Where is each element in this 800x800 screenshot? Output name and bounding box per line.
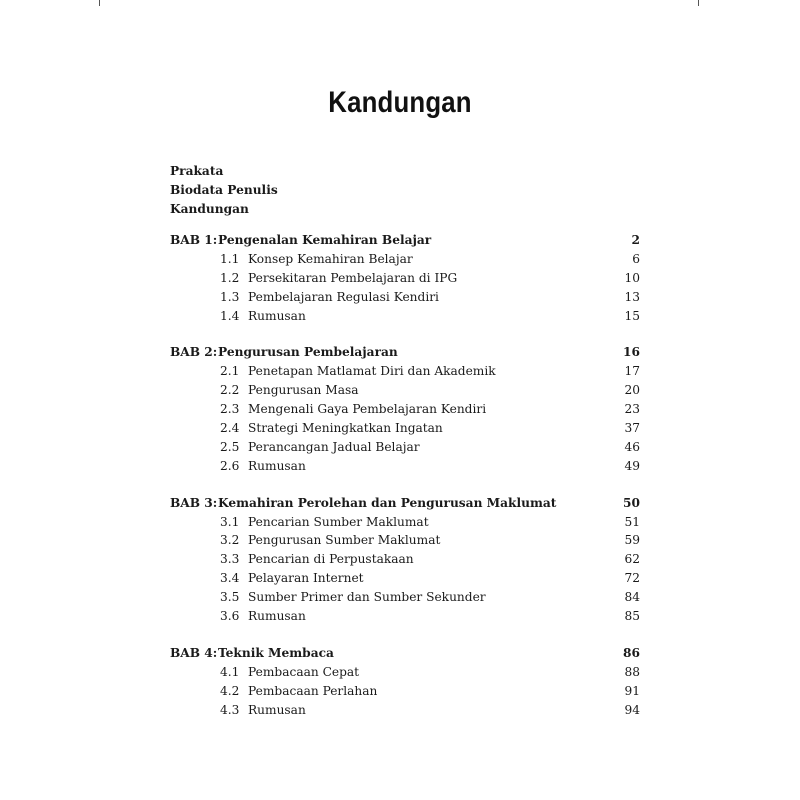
toc-section-row [170, 513, 640, 532]
section-number: 3.6 [220, 609, 240, 624]
section-number: 2.6 [220, 458, 240, 473]
section-page-number: 23 [624, 402, 640, 417]
section-title: Pembelajaran Regulasi Kendiri [248, 289, 439, 304]
section-page-number: 62 [624, 552, 640, 567]
toc-section-row [170, 569, 640, 588]
front-matter-item: Prakata [170, 164, 224, 178]
chapter-page-number: 50 [623, 495, 640, 510]
chapter-label: BAB 3: [170, 495, 218, 510]
section-page-number: 17 [624, 364, 640, 379]
section-title: Pengurusan Masa [248, 383, 359, 398]
toc-chapter [170, 231, 640, 325]
toc-section-row [170, 701, 640, 720]
page-edge-mark-right [698, 0, 699, 6]
section-title: Penetapan Matlamat Diri dan Akademik [248, 364, 496, 379]
table-of-contents [170, 231, 640, 737]
chapter-heading [170, 494, 640, 513]
toc-section-row [170, 381, 640, 400]
chapter-heading [170, 644, 640, 663]
front-matter-item: Biodata Penulis [170, 183, 278, 197]
toc-section-row [170, 588, 640, 607]
section-page-number: 6 [632, 251, 640, 266]
section-title: Rumusan [248, 609, 306, 624]
chapter-heading [170, 343, 640, 362]
section-page-number: 84 [624, 590, 640, 605]
section-page-number: 85 [624, 609, 640, 624]
chapter-heading [170, 231, 640, 250]
section-page-number: 72 [624, 571, 640, 586]
section-page-number: 59 [624, 533, 640, 548]
toc-section-row [170, 550, 640, 569]
toc-section-row [170, 288, 640, 307]
toc-section-row [170, 531, 640, 550]
section-title: Rumusan [248, 458, 306, 473]
section-number: 2.1 [220, 364, 240, 379]
chapter-label: BAB 1: [170, 233, 218, 247]
front-matter-item: Kandungan [170, 202, 249, 216]
toc-section-row [170, 607, 640, 626]
section-title: Sumber Primer dan Sumber Sekunder [248, 590, 486, 605]
toc-chapter [170, 644, 640, 720]
section-number: 4.1 [220, 664, 240, 679]
chapter-label: BAB 4: [170, 645, 218, 660]
toc-section-row [170, 419, 640, 438]
section-page-number: 46 [624, 439, 640, 454]
section-title: Pencarian Sumber Maklumat [248, 514, 429, 529]
section-title: Persekitaran Pembelajaran di IPG [248, 270, 458, 285]
section-title: Rumusan [248, 702, 306, 717]
section-number: 1.4 [220, 308, 240, 323]
toc-section-row [170, 457, 640, 476]
section-page-number: 13 [624, 289, 640, 304]
section-number: 4.3 [220, 702, 240, 717]
toc-chapter [170, 343, 640, 475]
section-number: 2.4 [220, 421, 240, 436]
section-page-number: 37 [624, 421, 640, 436]
section-number: 1.1 [220, 251, 240, 266]
section-number: 2.2 [220, 383, 240, 398]
section-page-number: 20 [624, 383, 640, 398]
section-number: 1.3 [220, 289, 240, 304]
section-title: Pengurusan Sumber Maklumat [248, 533, 441, 548]
section-page-number: 15 [624, 308, 640, 323]
chapter-page-number: 86 [623, 645, 640, 660]
section-number: 3.2 [220, 533, 240, 548]
chapter-title: Kemahiran Perolehan dan Pengurusan Maklumat [218, 495, 557, 510]
front-matter-list [170, 162, 278, 219]
toc-section-row [170, 269, 640, 288]
section-number: 3.5 [220, 590, 240, 605]
section-number: 3.1 [220, 514, 240, 529]
section-page-number: 91 [624, 683, 640, 698]
page-title: Kandungan [328, 86, 472, 119]
toc-section-row [170, 682, 640, 701]
section-title: Pencarian di Perpustakaan [248, 552, 414, 567]
chapter-title: Pengurusan Pembelajaran [218, 345, 398, 360]
section-number: 3.4 [220, 571, 240, 586]
section-number: 3.3 [220, 552, 240, 567]
section-title: Pelayaran Internet [248, 571, 364, 586]
section-title: Pembacaan Perlahan [248, 683, 378, 698]
chapter-label: BAB 2: [170, 345, 218, 360]
toc-section-row [170, 663, 640, 682]
section-number: 2.5 [220, 439, 240, 454]
chapter-page-number: 16 [623, 345, 640, 360]
section-title: Pembacaan Cepat [248, 664, 360, 679]
toc-section-row [170, 400, 640, 419]
toc-section-row [170, 307, 640, 326]
toc-section-row [170, 362, 640, 381]
section-page-number: 94 [624, 702, 640, 717]
section-number: 2.3 [220, 402, 240, 417]
section-page-number: 49 [624, 458, 640, 473]
chapter-title: Teknik Membaca [218, 645, 334, 660]
section-page-number: 51 [624, 514, 640, 529]
section-page-number: 10 [624, 270, 640, 285]
toc-chapter [170, 494, 640, 626]
toc-section-row [170, 438, 640, 457]
section-title: Rumusan [248, 308, 306, 323]
chapter-page-number: 2 [631, 233, 640, 247]
section-title: Strategi Meningkatkan Ingatan [248, 421, 443, 436]
section-title: Mengenali Gaya Pembelajaran Kendiri [248, 402, 487, 417]
chapter-title: Pengenalan Kemahiran Belajar [218, 233, 432, 247]
page-edge-mark-left [99, 0, 100, 6]
section-number: 1.2 [220, 270, 240, 285]
section-title: Perancangan Jadual Belajar [248, 439, 420, 454]
section-title: Konsep Kemahiran Belajar [248, 251, 413, 266]
toc-section-row [170, 250, 640, 269]
section-number: 4.2 [220, 683, 240, 698]
section-page-number: 88 [624, 664, 640, 679]
